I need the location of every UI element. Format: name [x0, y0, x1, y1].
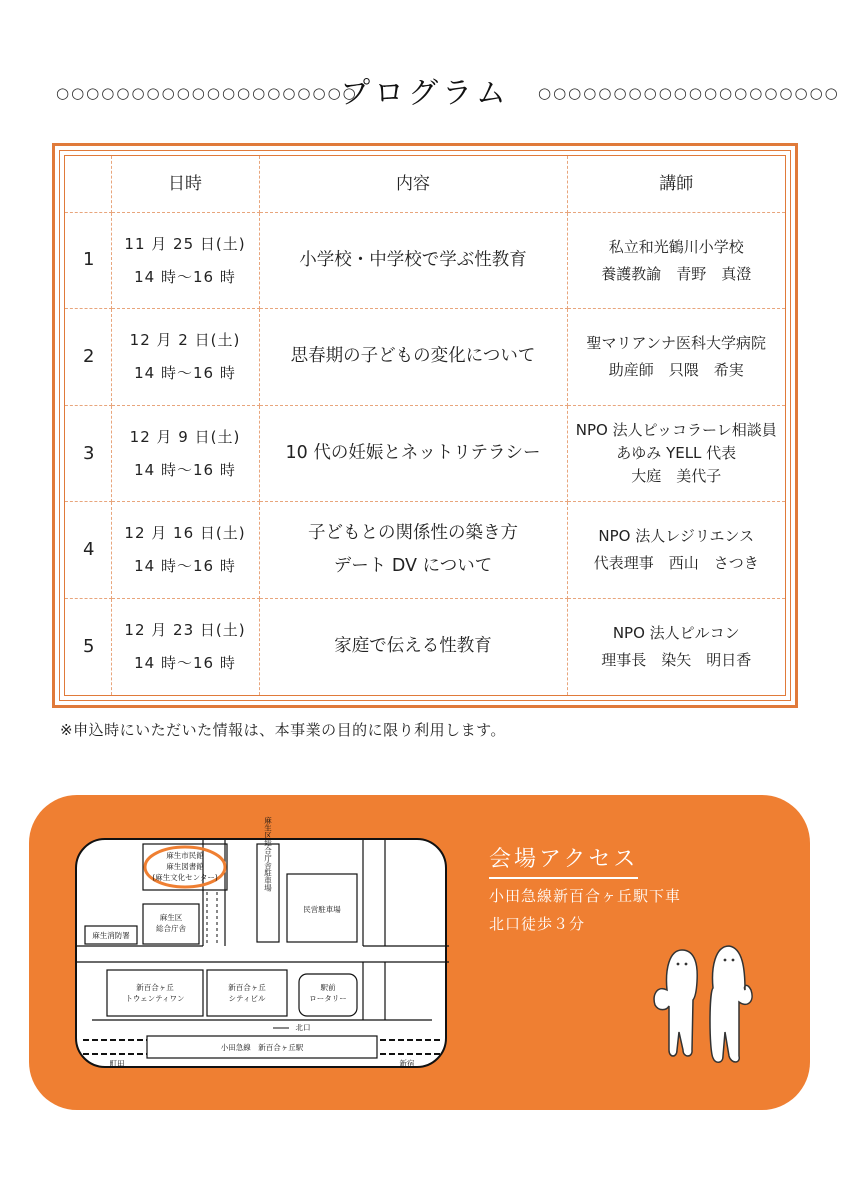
page-header [0, 68, 848, 118]
header-lecturer: 講師 [567, 156, 785, 212]
program-table [65, 156, 785, 695]
map-label-rotary-2: ロータリー [309, 994, 347, 1003]
map-label-ward-office-2: 総合庁舎 [156, 924, 186, 933]
map-label-machida: 町田 [109, 1059, 125, 1068]
date-line: 12 月 16 日(土) [124, 524, 246, 543]
table-header-row [65, 156, 785, 212]
time-line: 14 時～16 時 [134, 460, 236, 479]
table-row [65, 502, 785, 599]
content-line: デート DV について [333, 556, 493, 577]
lecturer-role: あゆみ YELL 代表 [616, 444, 737, 463]
content-line: 子どもとの関係性の築き方 [308, 522, 518, 543]
access-walk-time: 北口徒歩３分 [489, 915, 586, 933]
time-line: 14 時～16 時 [134, 364, 236, 383]
lecturer-affiliation: 聖マリアンナ医科大学病院 [586, 334, 766, 353]
session-date [111, 309, 259, 406]
session-content [259, 212, 567, 309]
map-label-ward-parking: 麻生区総合庁舎駐車場 [263, 816, 273, 892]
privacy-note: ※申込時にいただいた情報は、本事業の目的に限り利用します。 [60, 721, 506, 739]
map-label-library: 麻生図書館 [166, 862, 204, 871]
date-line: 12 月 23 日(土) [124, 620, 246, 639]
mascot-illustration [647, 940, 777, 1070]
session-date [111, 405, 259, 502]
map-label-north-exit: 北口 [295, 1023, 311, 1032]
content-line: 思春期の子どもの変化について [290, 346, 536, 367]
header-no [65, 156, 111, 212]
session-content [259, 598, 567, 695]
program-frame [52, 143, 798, 708]
session-lecturer [567, 405, 785, 502]
table-row [65, 598, 785, 695]
lecturer-affiliation: NPO 法人ピッコラーレ相談員 [575, 420, 777, 439]
date-line: 12 月 2 日(土) [129, 331, 241, 350]
lecturer-affiliation: NPO 法人ピルコン [612, 623, 740, 642]
content-line: 10 代の妊娠とネットリテラシー [285, 443, 541, 464]
header-content: 内容 [259, 156, 567, 212]
session-lecturer [567, 212, 785, 309]
map-illustration [77, 816, 449, 1070]
map-label-city-bldg: 新百合ヶ丘 [228, 983, 266, 992]
session-content [259, 309, 567, 406]
session-date [111, 598, 259, 695]
decorative-dots-right: ○○○○○○○○○○○○○○○○○○○○ [538, 84, 840, 102]
lecturer-name: 養護教諭 青野 真澄 [601, 264, 752, 283]
map-label-station: 小田急線 新百合ヶ丘駅 [220, 1043, 304, 1052]
lecturer-affiliation: NPO 法人レジリエンス [598, 527, 755, 546]
date-line: 12 月 9 日(土) [129, 427, 241, 446]
map-label-civic-hall: 麻生市民館 [166, 851, 204, 860]
session-number: 3 [65, 405, 111, 502]
time-line: 14 時～16 時 [134, 267, 236, 286]
lecturer-name: 大庭 美代子 [631, 467, 722, 486]
table-row [65, 212, 785, 309]
session-number: 1 [65, 212, 111, 309]
map-label-culture-center: (麻生文化センター) [152, 873, 218, 882]
map-label-private-parking: 民営駐車場 [303, 905, 341, 914]
map-label-ward-office: 麻生区 [159, 913, 183, 922]
time-line: 14 時～16 時 [134, 653, 236, 672]
map-label-city-bldg-2: シティビル [228, 994, 266, 1003]
content-line: 家庭で伝える性教育 [334, 636, 492, 657]
page-title: プログラム [340, 76, 510, 111]
table-row [65, 405, 785, 502]
session-lecturer [567, 502, 785, 599]
lecturer-name: 理事長 染矢 明日香 [601, 650, 752, 669]
map-label-rotary: 駅前 [320, 983, 336, 992]
map-label-shinjuku: 新宿 [399, 1059, 415, 1068]
session-date [111, 502, 259, 599]
session-date [111, 212, 259, 309]
session-lecturer [567, 598, 785, 695]
session-content [259, 405, 567, 502]
session-number: 5 [65, 598, 111, 695]
date-line: 11 月 25 日(土) [124, 234, 246, 253]
session-content [259, 502, 567, 599]
content-line: 小学校・中学校で学ぶ性教育 [299, 249, 527, 270]
map-label-fire-station: 麻生消防署 [92, 931, 130, 940]
session-number: 2 [65, 309, 111, 406]
access-map [75, 816, 447, 1068]
lecturer-affiliation: 私立和光鶴川小学校 [608, 237, 744, 256]
map-label-twenty-one-2: トウェンティワン [125, 994, 185, 1003]
access-title: 会場アクセス [489, 842, 638, 879]
access-train-line: 小田急線新百合ヶ丘駅下車 [489, 887, 682, 905]
access-panel [29, 795, 810, 1110]
lecturer-name: 助産師 只隈 希実 [608, 361, 744, 380]
header-date: 日時 [111, 156, 259, 212]
decorative-dots-left: ○○○○○○○○○○○○○○○○○○○○ [56, 84, 358, 102]
session-number: 4 [65, 502, 111, 599]
table-row [65, 309, 785, 406]
time-line: 14 時～16 時 [134, 557, 236, 576]
lecturer-name: 代表理事 西山 さつき [593, 554, 759, 573]
session-lecturer [567, 309, 785, 406]
map-label-twenty-one: 新百合ヶ丘 [136, 983, 174, 992]
